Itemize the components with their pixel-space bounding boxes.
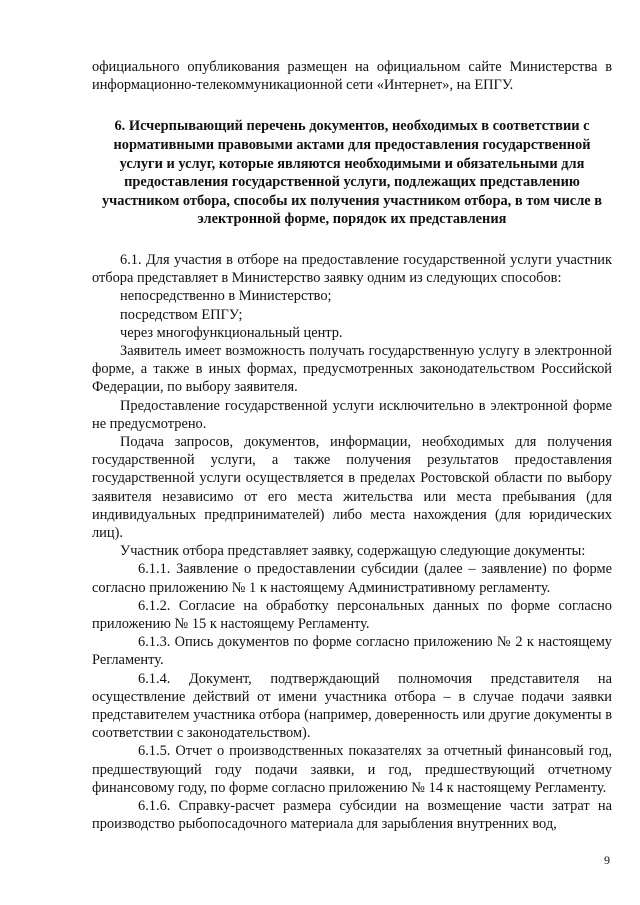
electronic-only-paragraph: Предоставление государственной услуги исключительно в электронной форме не предусмотрено. xyxy=(92,397,612,432)
paragraph-6-1-5: 6.1.5. Отчет о производственных показателях за отчетный финансовый год, предшествующий году подачи заявки, и год, предшествующий отчетному финансовому году, по форме согласно приложению № 14 к настоящему Регламенту. xyxy=(92,743,612,796)
paragraph-6-1-2: 6.1.2. Согласие на обработку персональных данных по форме согласно приложению № 15 к настоящему Регламенту. xyxy=(92,597,612,633)
document-page xyxy=(92,58,612,833)
submission-way-direct: непосредственно в Министерство; xyxy=(120,288,332,305)
requests-paragraph: Подача запросов, документов, информации, необходимых для получения государственной услуги, а также получения результатов предоставления государственной услуги осуществляется в пределах Ростовской области по выбору заявителя независимо от его места жительства или места пребывания (для индивидуальных предпринимателей) либо места нахождения (для юридических лиц). xyxy=(92,434,612,542)
section-heading: 6. Исчерпывающий перечень документов, необходимых в соответствии с нормативными правовыми актами для предоставления государственной услуги и услуг, которые являются необходимыми и обязательными для предоставления государственной услуги, подлежащих представлению участником отбора, способы их получения участником отбора, в том числе в электронной форме, порядок их представления xyxy=(101,118,603,228)
section-body xyxy=(92,251,612,834)
paragraph-6-1: 6.1. Для участия в отборе на предоставление государственной услуги участник отбора представляет в Министерство заявку одним из следующих способов: xyxy=(92,251,612,287)
submission-way-epgu: посредством ЕПГУ; xyxy=(120,306,243,323)
paragraph-6-1-1: 6.1.1. Заявление о предоставлении субсидии (далее – заявление) по форме согласно приложению № 1 к настоящему Административному регламенту. xyxy=(92,561,612,596)
intro-paragraph: официального опубликования размещен на официальном сайте Министерства в информационно-телекоммуникационной сети «Интернет», на ЕПГУ. xyxy=(92,59,612,94)
document-list xyxy=(92,560,612,833)
paragraph-6-1-6: 6.1.6. Справку-расчет размера субсидии на возмещение части затрат на производство рыбопосадочного материала для зарыбления внутренних вод, xyxy=(92,798,612,833)
submission-way-mfc: через многофункциональный центр. xyxy=(120,324,343,341)
participant-paragraph: Участник отбора представляет заявку, содержащую следующие документы: xyxy=(120,543,586,560)
paragraph-6-1-4: 6.1.4. Документ, подтверждающий полномочия представителя на осуществление действий от имени участника отбора – в случае подачи заявки представителем участника отбора (например, доверенность или другие документы в соответствии с законодательством). xyxy=(92,670,612,742)
applicant-paragraph: Заявитель имеет возможность получать государственную услугу в электронной форме, а также в иных формах, предусмотренных законодательством Российской Федерации, по выбору заявителя. xyxy=(92,342,612,396)
paragraph-6-1-3: 6.1.3. Опись документов по форме согласно приложению № 2 к настоящему Регламенту. xyxy=(92,634,612,669)
page-number: 9 xyxy=(604,853,610,867)
